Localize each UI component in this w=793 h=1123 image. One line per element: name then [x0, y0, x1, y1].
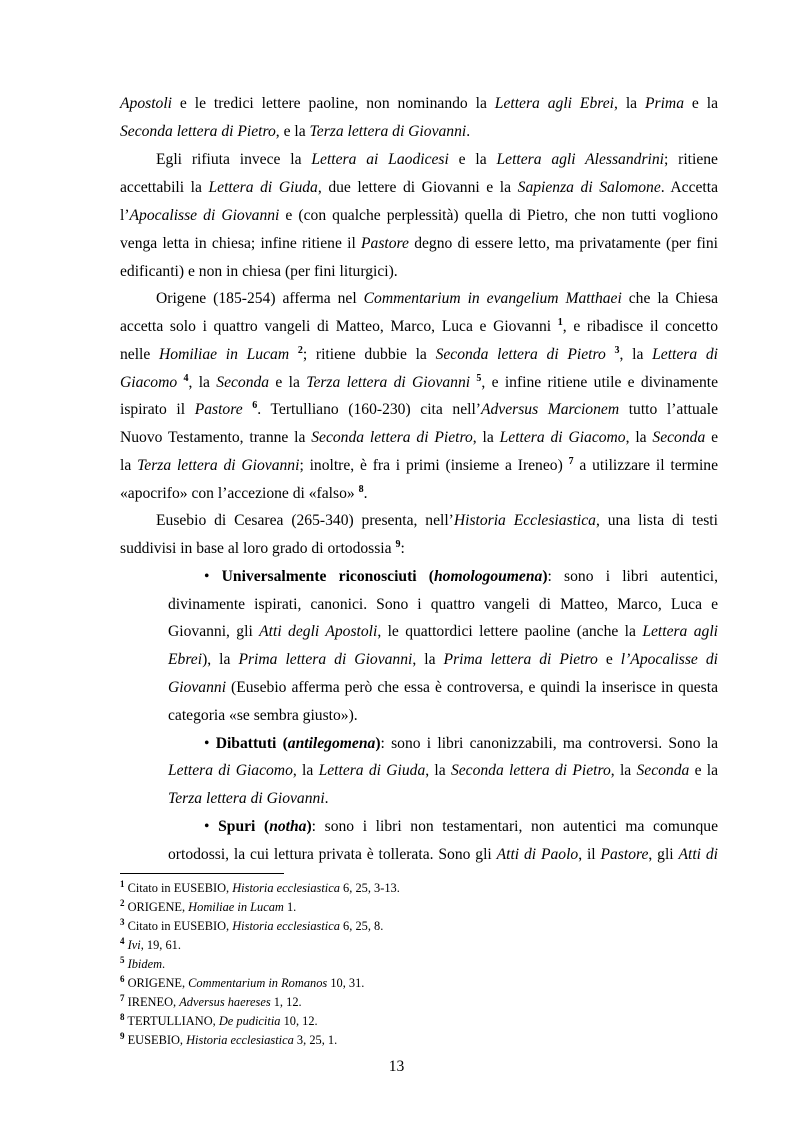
text-line: Origene (185-254) afferma nel Commentarium in evangelium Matthaei che la Chiesa — [156, 290, 718, 307]
bullet-item-notha: • Spuri (notha): sono i libri non testamentari, non autentici ma comunque — [204, 818, 718, 835]
text-line: ispirato il Pastore $^6$. Tertulliano (160-230) cita nell’Adversus Marcionem tutto l’attuale — [120, 399, 718, 418]
footnote: $^7$ IRENEO, Adversus haereses 1, 12. — [120, 992, 302, 1009]
footnote: $^8$ TERTULLIANO, De pudicitia 10, 12. — [120, 1011, 318, 1028]
text-line: la Terza lettera di Giovanni; inoltre, è fra i primi (insieme a Ireneo) $^7$ a utilizzare il termine — [120, 455, 719, 474]
text-line: Giovanni, gli Atti degli Apostoli, le quattordici lettere paoline (anche la Lettera agli — [168, 623, 718, 640]
footnote: $^5$ Ibidem. — [120, 954, 166, 971]
footnote: $^1$ Citato in EUSEBIO, Historia ecclesiastica 6, 25, 3-13. — [120, 878, 400, 895]
footnote: $^4$ Ivi, 19, 61. — [120, 935, 181, 952]
text-line: Apostoli e le tredici lettere paoline, non nominando la Lettera agli Ebrei, la Prima e la — [120, 95, 718, 112]
text-line: Terza lettera di Giovanni. — [168, 790, 329, 807]
footnote: $^3$ Citato in EUSEBIO, Historia ecclesiastica 6, 25, 8. — [120, 916, 384, 933]
bullet-item-antilegomena: • Dibattuti (antilegomena): sono i libri canonizzabili, ma controversi. Sono la — [204, 735, 718, 752]
text-line: Seconda lettera di Pietro, e la Terza lettera di Giovanni. — [120, 123, 471, 140]
footnote: $^9$ EUSEBIO, Historia ecclesiastica 3, 25, 1. — [120, 1030, 338, 1047]
text-line: categoria «se sembra giusto»). — [168, 707, 358, 724]
text-line: edificanti) e non in chiesa (per fini liturgici). — [120, 263, 398, 280]
footnote: $^6$ ORIGENE, Commentarium in Romanos 10, 31. — [120, 973, 365, 990]
text-line: Eusebio di Cesarea (265-340) presenta, nell’Historia Ecclesiastica, una lista di testi — [156, 512, 718, 529]
text-line: Lettera di Giacomo, la Lettera di Giuda, la Seconda lettera di Pietro, la Seconda e la — [168, 762, 719, 779]
bullet-item-homologoumena: • Universalmente riconosciuti (homologoumena): sono i libri autentici, — [204, 568, 718, 585]
text-line: accettabili la Lettera di Giuda, due lettere di Giovanni e la Sapienza di Salomone. Accetta — [120, 179, 718, 196]
text-line: Giacomo $^4$, la Seconda e la Terza lettera di Giovanni $^5$, e infine ritiene utile e divinamente — [120, 372, 718, 391]
text-line: Egli rifiuta invece la Lettera ai Laodicesi e la Lettera agli Alessandrini; ritiene — [156, 151, 718, 168]
text-line: «apocrifo» con l’accezione di «falso» $^8$. — [120, 483, 368, 502]
text-line: venga letta in chiesa; infine ritiene il Pastore degno di essere letto, ma privatamente (per fini — [120, 235, 718, 252]
text-line: Nuovo Testamento, tranne la Seconda lettera di Pietro, la Lettera di Giacomo, la Seconda e — [120, 429, 718, 446]
text-line: accetta solo i quattro vangeli di Matteo, Marco, Luca e Giovanni $^1$, e ribadisce il concetto — [120, 316, 719, 335]
page-number: 13 — [388, 1058, 405, 1075]
text-line: l’Apocalisse di Giovanni e (con qualche perplessità) quella di Pietro, che non tutti vogliono — [120, 207, 718, 224]
text-line: Ebrei), la Prima lettera di Giovanni, la Prima lettera di Pietro e l’Apocalisse di — [168, 651, 718, 668]
text-line: nelle Homiliae in Lucam $^2$; ritiene dubbie la Seconda lettera di Pietro $^3$, la Lettera di — [120, 344, 719, 363]
footnote-separator — [120, 873, 284, 874]
text-line: divinamente ispirati, canonici. Sono i quattro vangeli di Matteo, Marco, Luca e — [168, 596, 718, 613]
text-line: ortodossi, la cui lettura privata è tollerata. Sono gli Atti di Paolo, il Pastore, gli Atti di — [168, 846, 718, 863]
text-line: suddivisi in base al loro grado di ortodossia $^9$: — [120, 538, 405, 557]
footnote: $^2$ ORIGENE, Homiliae in Lucam 1. — [120, 897, 297, 914]
text-line: Giovanni (Eusebio afferma però che essa è controversa, e quindi la inserisce in questa — [168, 679, 718, 696]
